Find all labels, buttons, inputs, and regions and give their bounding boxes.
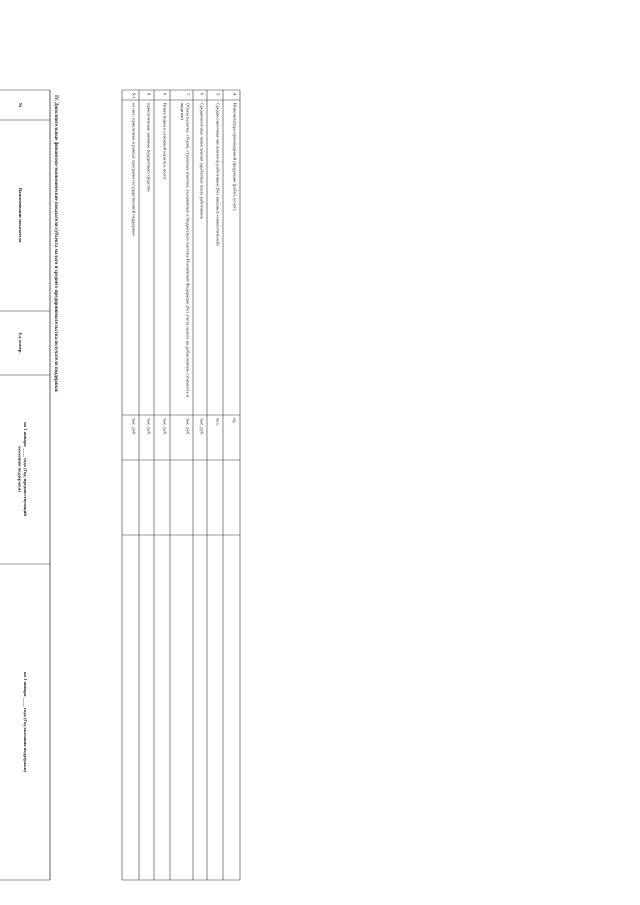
- header-prev-year: на 1 января ____ года (Год, предшествующийоказанию поддержки): [17, 422, 28, 516]
- table1-unit-cell: чел.: [215, 418, 221, 426]
- table1-name-cell: Среднемесячная начисленная заработная плата работников: [199, 103, 205, 219]
- table1-num-cell: 8: [162, 93, 168, 96]
- table1-name-cell: Среднесписочная численность работников (без внешних совместителей): [215, 103, 221, 246]
- table1-unit-cell: тыс. руб.: [162, 418, 168, 436]
- header-curr-year: на 1 января ____ года (Год оказания поддержки): [23, 671, 28, 773]
- table1-unit-cell: ед.: [232, 418, 238, 424]
- table1-unit-cell: тыс. руб.: [146, 418, 152, 436]
- table1-name-cell: привлеченные заемные (кредитные) средства: [146, 103, 152, 192]
- table1-num-cell: 5: [215, 93, 221, 96]
- table1-unit-cell: тыс. руб.: [131, 418, 137, 436]
- table1-name-cell: Объем налогов, сборов, страховых взносов, уплаченных в бюджетную систему Российской Федерации (без учета налога на добавленную стоимость иакцизов): [179, 103, 191, 398]
- table1-name-cell: Номенклатура производимой продукции (работ, услуг): [232, 103, 238, 211]
- section-iv-title: IV. Дополнительные финансово-экономические показатели субъекта малого и среднего предпринимательства получателя поддержки:: [53, 95, 58, 393]
- table1-num-cell: 7: [185, 93, 191, 96]
- table1-unit-cell: тыс. руб.: [199, 418, 205, 436]
- table1-num-cell: 9: [146, 93, 152, 96]
- table1-name-cell: Инвестиции в основной капитал, всего:: [162, 103, 168, 181]
- header-num: №: [18, 102, 23, 108]
- table1-name-cell: из них: привлечено в рамках программ государственной поддержки: [131, 103, 137, 236]
- table1-num-cell: 6: [199, 93, 205, 96]
- header-name: Наименование показателя: [18, 187, 23, 243]
- table1-num-cell: 9.1: [131, 93, 137, 99]
- table1-unit-cell: тыс. руб.: [185, 418, 191, 436]
- header-unit: Ед. измер.: [18, 332, 23, 354]
- table1-num-cell: 4: [232, 93, 238, 96]
